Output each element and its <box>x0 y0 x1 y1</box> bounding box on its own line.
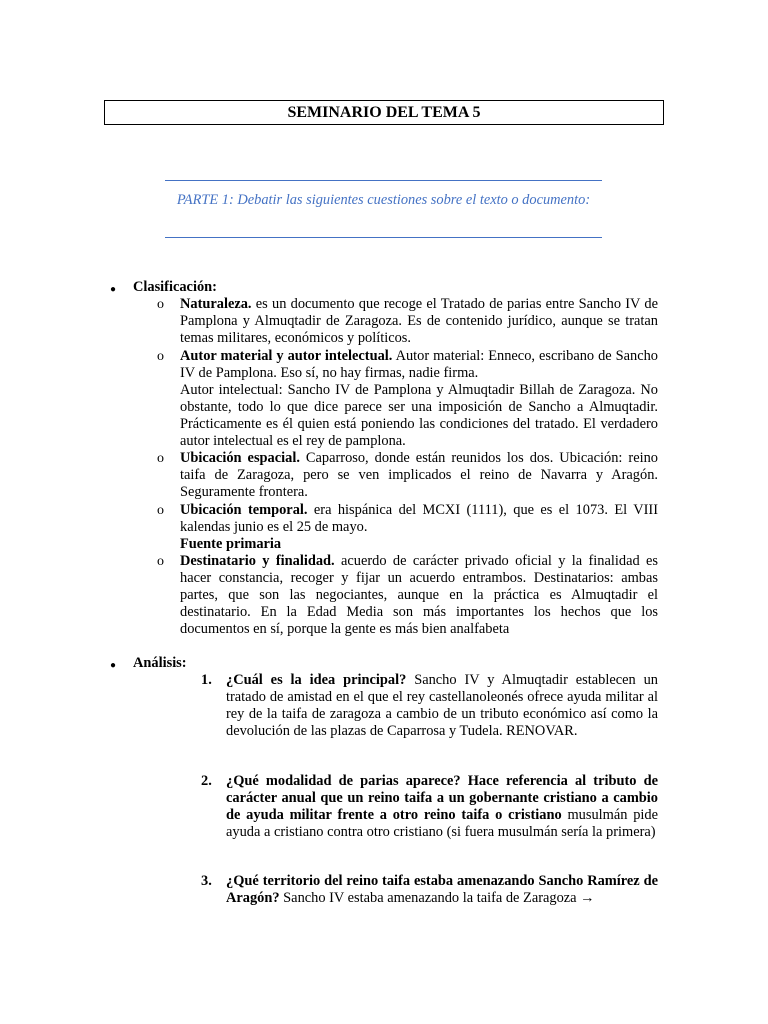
clasificacion-label: Clasificación: <box>133 279 217 295</box>
circle-bullet-icon: o <box>157 451 164 466</box>
part-top-rule <box>165 180 602 181</box>
part1-heading: PARTE 1: Debatir las siguientes cuestiones sobre el texto o documento: <box>176 192 591 208</box>
destinatario-item <box>180 553 658 638</box>
part-bottom-rule <box>165 237 602 238</box>
analisis-item-1 <box>226 672 658 740</box>
circle-bullet-icon: o <box>157 503 164 518</box>
analisis-label: Análisis: <box>133 655 187 671</box>
item-number: 1. <box>201 672 212 688</box>
autor-text2: Autor intelectual: Sancho IV de Pamplona y Almuqtadir Billah de Zaragoza. No obstante, todo lo que dice parece ser una imposición de Sancho a Almuqtadir. Prácticamente es él quien está poniendo las condiciones del tratado. El verdadero autor intelectual es el rey de pamplona. <box>180 382 658 449</box>
item-text: musulmán pide ayuda a cristiano contra otro cristiano (si fuera musulmán sería la primera) <box>226 807 658 840</box>
fuente-label: Fuente primaria <box>180 536 282 552</box>
espacial-item <box>180 450 658 501</box>
autor-head: Autor material y autor intelectual. <box>180 348 393 364</box>
item-number: 3. <box>201 873 212 889</box>
circle-bullet-icon: o <box>157 554 164 569</box>
analisis-item-2 <box>226 773 658 841</box>
circle-bullet-icon: o <box>157 297 164 312</box>
document-title: SEMINARIO DEL TEMA 5 <box>104 100 664 125</box>
circle-bullet-icon: o <box>157 349 164 364</box>
temporal-text: era hispánica del MCXI (1111), que es el 1073. El VIII kalendas junio es el 25 de mayo. <box>180 502 658 535</box>
naturaleza-head: Naturaleza. <box>180 296 252 312</box>
bullet-icon: ● <box>110 660 117 671</box>
bullet-icon: ● <box>110 284 117 295</box>
destinatario-text: acuerdo de carácter privado oficial y la finalidad es hacer constancia, recoger y fijar un acuerdo entrambos. Destinatarios: ambas partes, que son las negociantes, aunque en la práctica es Almuqtadir el destinatario. En la Edad Media son más importantes los hechos que los documentos en sí, porque la gente es más bien analfabeta <box>180 553 658 637</box>
temporal-head: Ubicación temporal. <box>180 502 308 518</box>
item-head: ¿Qué modalidad de parias aparece? Hace referencia al tributo de carácter anual que un reino taifa a un gobernante cristiano a cambio de ayuda militar frente a otro reino taifa o cristiano <box>226 773 658 823</box>
naturaleza-item <box>180 296 658 347</box>
naturaleza-text: es un documento que recoge el Tratado de parias entre Sancho IV de Pamplona y Almuqtadir de Zaragoza. Es de contenido jurídico, aunque se tratan temas militares, económicos y políticos. <box>180 296 658 346</box>
destinatario-head: Destinatario y finalidad. <box>180 553 335 569</box>
temporal-item <box>180 502 658 553</box>
espacial-text: Caparroso, donde están reunidos los dos. Ubicación: reino taifa de Zaragoza, pero se ven implicados el reino de Navarra y Aragón. Seguramente frontera. <box>180 450 658 500</box>
analisis-item-3 <box>226 873 658 907</box>
item-head: ¿Qué territorio del reino taifa estaba amenazando Sancho Ramírez de Aragón? <box>226 873 658 906</box>
item-text: Sancho IV y Almuqtadir establecen un tratado de amistad en el que el rey castellanoleonés ofrece ayuda militar al rey de la taifa de zaragoza a cambio de un tributo económico así como la devolución de las plazas de Caparrosa y Tudela. RENOVAR. <box>226 672 658 739</box>
autor-item <box>180 348 658 450</box>
item-number: 2. <box>201 773 212 789</box>
espacial-head: Ubicación espacial. <box>180 450 300 466</box>
item-head: ¿Cuál es la idea principal? <box>226 672 407 688</box>
autor-text: Autor material: Enneco, escribano de Sancho IV de Pamplona. Eso sí, no hay firmas, nadie firma. <box>180 348 658 381</box>
item-text: Sancho IV estaba amenazando la taifa de Zaragoza → <box>279 890 595 906</box>
